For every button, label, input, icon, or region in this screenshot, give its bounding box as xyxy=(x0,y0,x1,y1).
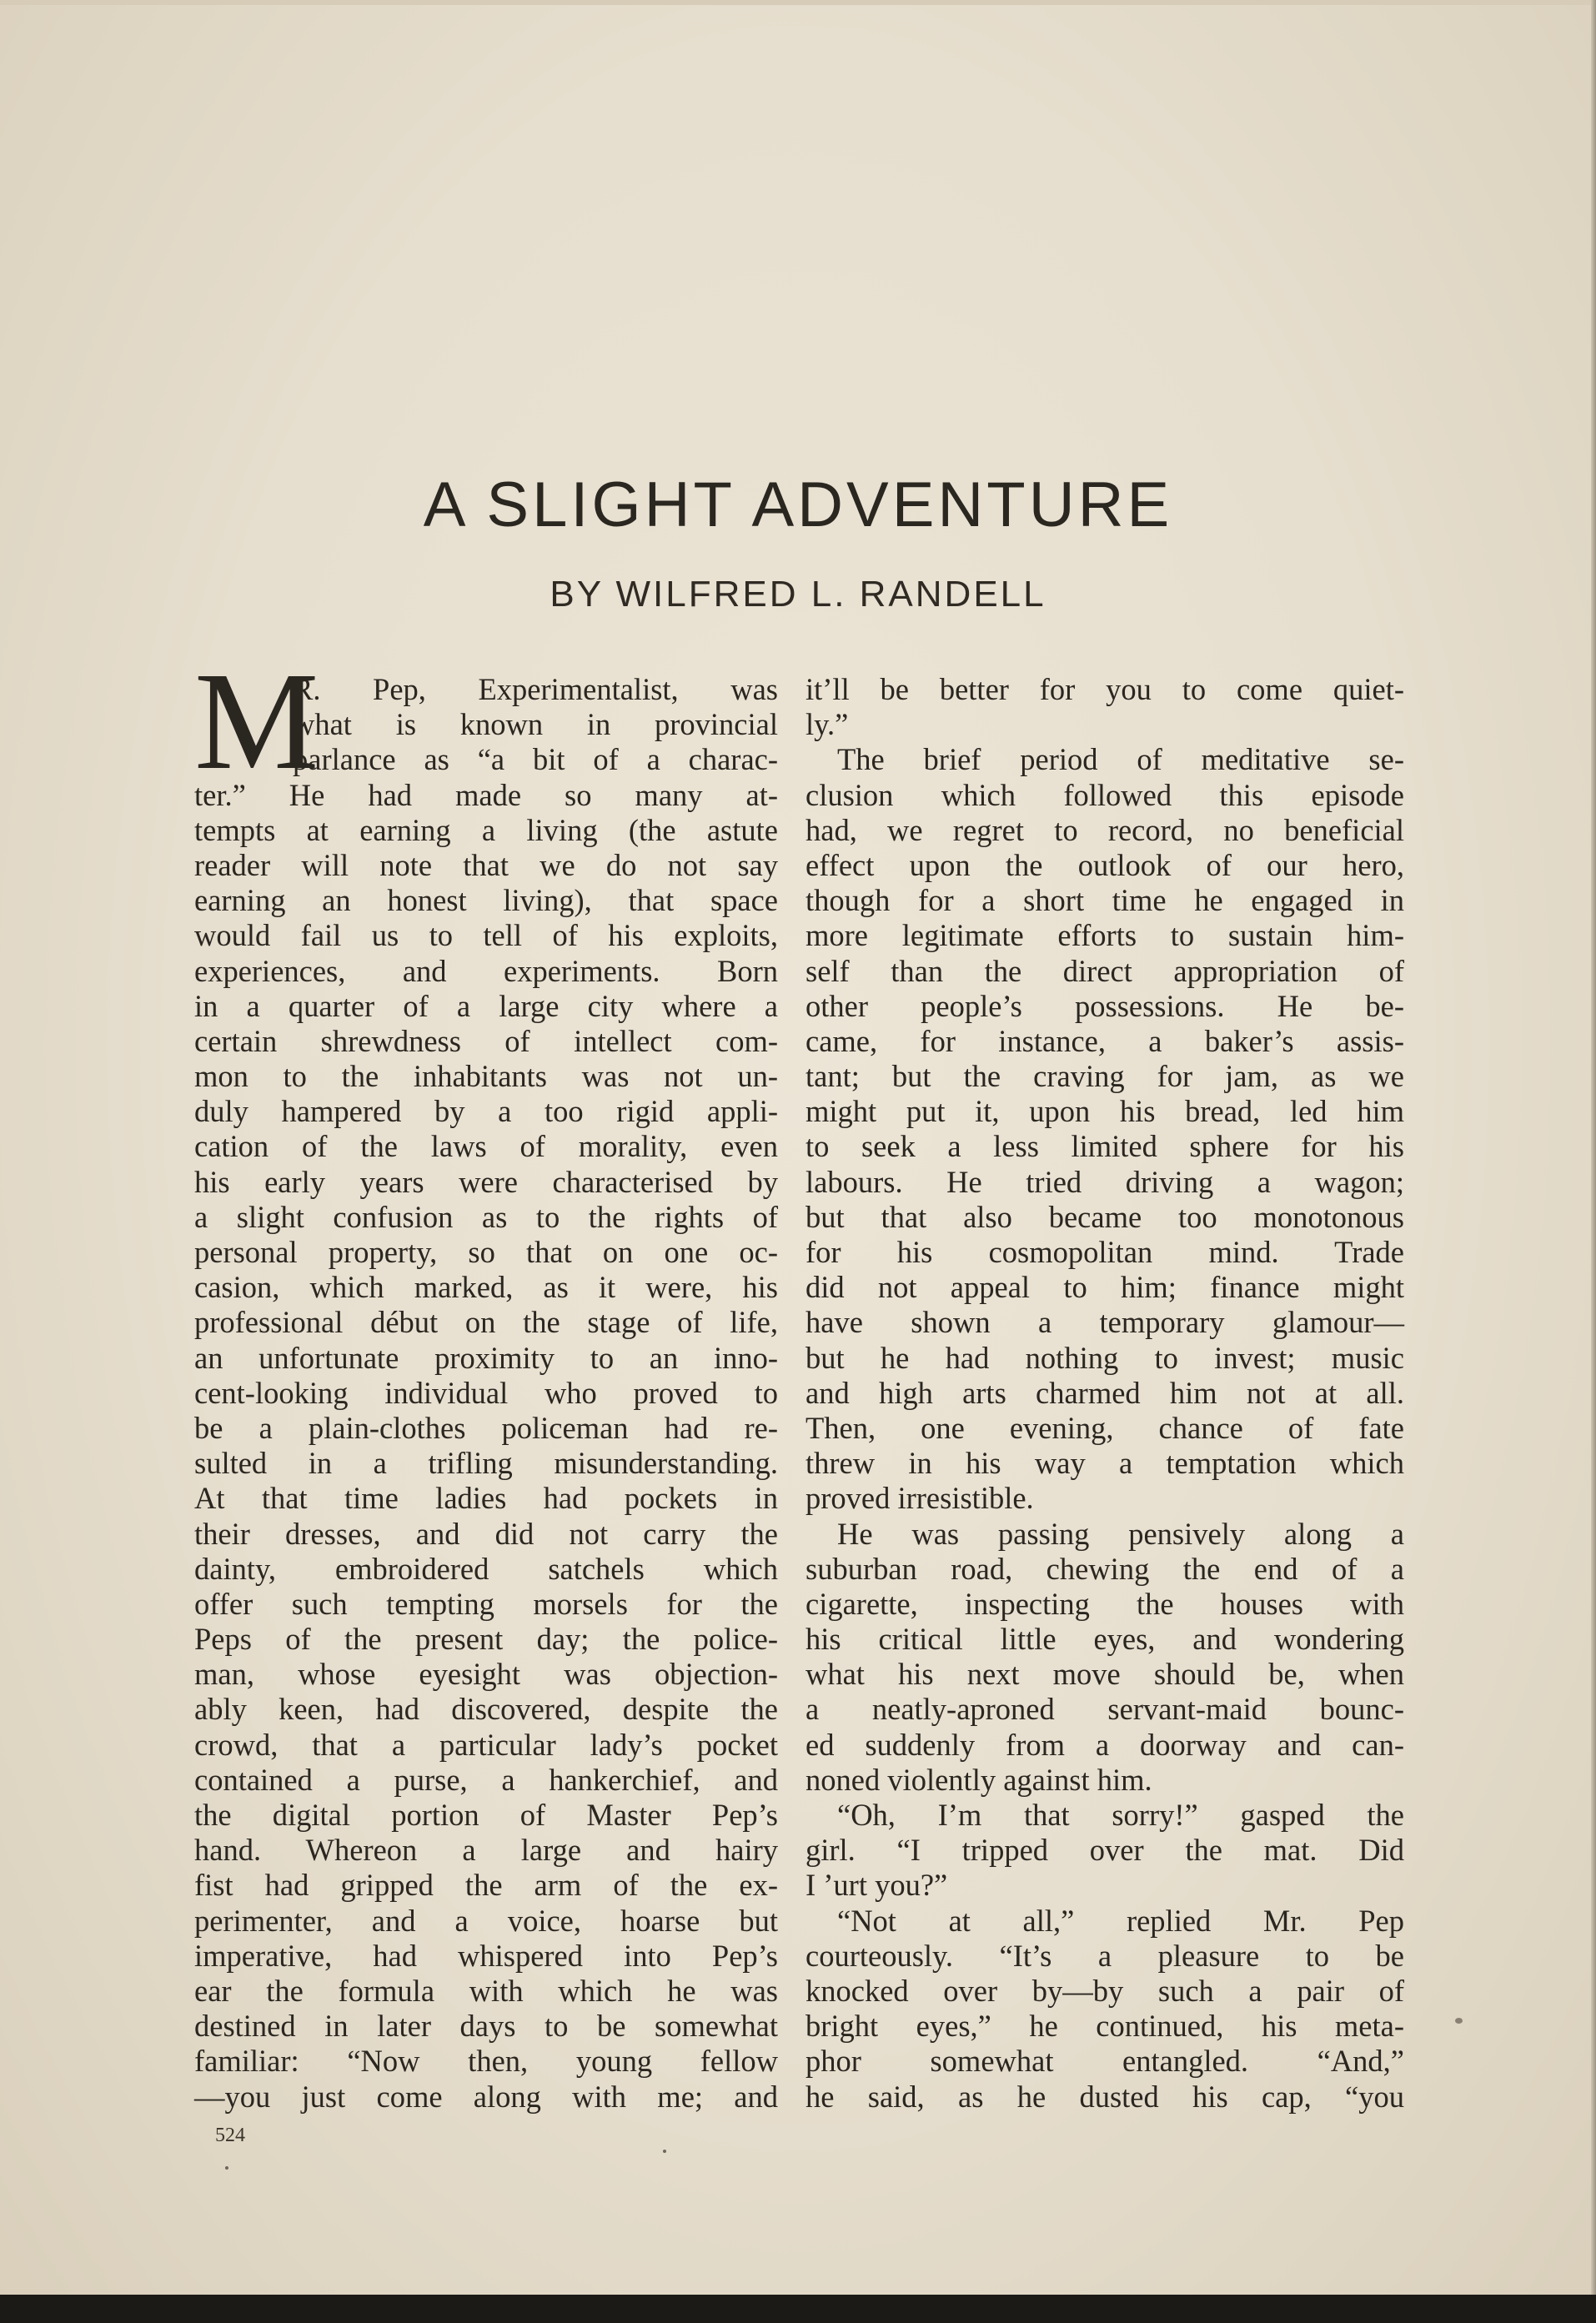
text-line: but that also became too monotonous xyxy=(806,1199,1404,1234)
text-line: a slight confusion as to the rights of xyxy=(194,1199,778,1234)
text-line: though for a short time he engaged in xyxy=(806,883,1404,918)
text-line: fist had gripped the arm of the ex- xyxy=(194,1868,778,1903)
text-line: his critical little eyes, and wondering xyxy=(806,1622,1404,1657)
paper-speck xyxy=(1455,2018,1463,2024)
text-line: tempts at earning a living (the astute xyxy=(194,812,778,847)
text-line: had, we regret to record, no beneficial xyxy=(806,812,1404,847)
text-line: man, whose eyesight was objection- xyxy=(194,1657,778,1692)
text-line: Then, one evening, chance of fate xyxy=(806,1410,1404,1445)
text-line: offer such tempting morsels for the xyxy=(194,1586,778,1621)
text-line: He was passing pensively along a xyxy=(837,1516,1404,1551)
text-line: I ’urt you?” xyxy=(806,1868,948,1903)
text-line: Peps of the present day; the police- xyxy=(194,1622,778,1657)
text-line: parlance as “a bit of a charac- xyxy=(293,742,778,777)
text-line: might put it, upon his bread, led him xyxy=(806,1094,1404,1129)
text-line: sulted in a trifling misunderstanding. xyxy=(194,1446,778,1481)
text-line: it’ll be better for you to come quiet- xyxy=(806,672,1404,706)
text-line: certain shrewdness of intellect com- xyxy=(194,1023,778,1058)
text-line: personal property, so that on one oc- xyxy=(194,1235,778,1269)
text-line: knocked over by—by such a pair of xyxy=(806,1973,1404,2008)
text-line: professional début on the stage of life, xyxy=(194,1305,778,1340)
text-line: the digital portion of Master Pep’s xyxy=(194,1798,778,1832)
text-line: clusion which followed this episode xyxy=(806,777,1404,812)
text-line: phor somewhat entangled. “And,” xyxy=(806,2044,1404,2079)
text-line: have shown a temporary glamour— xyxy=(806,1305,1404,1340)
text-line: tant; but the craving for jam, as we xyxy=(806,1059,1404,1094)
page-top-edge xyxy=(0,0,1596,5)
text-line: contained a purse, a hankerchief, and xyxy=(194,1762,778,1797)
text-line: destined in later days to be somewhat xyxy=(194,2009,778,2044)
right-column xyxy=(806,672,1404,2115)
text-line: mon to the inhabitants was not un- xyxy=(194,1059,778,1094)
text-line: an unfortunate proximity to an inno- xyxy=(194,1340,778,1375)
text-line: suburban road, chewing the end of a xyxy=(806,1551,1404,1586)
text-line: At that time ladies had pockets in xyxy=(194,1481,778,1516)
text-line: in a quarter of a large city where a xyxy=(194,988,778,1023)
text-line: earning an honest living), that space xyxy=(194,883,778,918)
text-line: “Not at all,” replied Mr. Pep xyxy=(837,1903,1404,1938)
text-line: bright eyes,” he continued, his meta- xyxy=(806,2009,1404,2044)
page-bottom-edge xyxy=(0,2295,1596,2323)
text-line: but he had nothing to invest; music xyxy=(806,1340,1404,1375)
text-line: ed suddenly from a doorway and can- xyxy=(806,1727,1404,1762)
text-line: would fail us to tell of his exploits, xyxy=(194,918,778,953)
text-line: ly.” xyxy=(806,707,849,742)
text-line: labours. He tried driving a wagon; xyxy=(806,1164,1404,1199)
text-line: girl. “I tripped over the mat. Did xyxy=(806,1833,1404,1868)
drop-cap: M xyxy=(194,644,319,799)
text-line: —you just come along with me; and xyxy=(194,2079,778,2114)
text-line: crowd, that a particular lady’s pocket xyxy=(194,1727,778,1762)
page-right-edge xyxy=(1591,0,1596,2323)
text-line: ear the formula with which he was xyxy=(194,1973,778,2008)
text-line: a neatly-aproned servant-maid bounc- xyxy=(806,1692,1404,1727)
text-line: ably keen, had discovered, despite the xyxy=(194,1692,778,1727)
text-line: what is known in provincial xyxy=(293,707,778,742)
text-line: hand. Whereon a large and hairy xyxy=(194,1833,778,1868)
text-line: duly hampered by a too rigid appli- xyxy=(194,1094,778,1129)
text-line: self than the direct appropriation of xyxy=(806,953,1404,988)
text-line: noned violently against him. xyxy=(806,1762,1152,1797)
text-line: dainty, embroidered satchels which xyxy=(194,1551,778,1586)
text-line: be a plain-clothes policeman had re- xyxy=(194,1410,778,1445)
text-line: perimenter, and a voice, hoarse but xyxy=(194,1903,778,1938)
text-line: effect upon the outlook of our hero, xyxy=(806,847,1404,882)
text-line: cigarette, inspecting the houses with xyxy=(806,1586,1404,1621)
paper-speck xyxy=(225,2166,228,2170)
text-line: what his next move should be, when xyxy=(806,1657,1404,1692)
text-line: familiar: “Now then, young fellow xyxy=(194,2044,778,2079)
text-line: “Oh, I’m that sorry!” gasped the xyxy=(837,1798,1404,1832)
text-line: his early years were characterised by xyxy=(194,1164,778,1199)
text-line: cation of the laws of morality, even xyxy=(194,1129,778,1164)
text-line: ter.” He had made so many at- xyxy=(194,777,778,812)
text-line: proved irresistible. xyxy=(806,1481,1034,1516)
left-column xyxy=(194,672,778,2115)
text-line: cent-looking individual who proved to xyxy=(194,1375,778,1410)
page-number: 524 xyxy=(215,2125,245,2146)
text-line: did not appeal to him; finance might xyxy=(806,1270,1404,1305)
text-line: courteously. “It’s a pleasure to be xyxy=(806,1938,1404,1973)
text-line: he said, as he dusted his cap, “you xyxy=(806,2079,1404,2114)
text-line: R. Pep, Experimentalist, was xyxy=(293,672,778,706)
text-line: threw in his way a temptation which xyxy=(806,1446,1404,1481)
article-byline: BY WILFRED L. RANDELL xyxy=(550,574,1046,615)
text-line: their dresses, and did not carry the xyxy=(194,1516,778,1551)
text-line: reader will note that we do not say xyxy=(194,847,778,882)
text-line: and high arts charmed him not at all. xyxy=(806,1375,1404,1410)
text-line: for his cosmopolitan mind. Trade xyxy=(806,1235,1404,1269)
paper-speck xyxy=(663,2150,666,2153)
text-line: experiences, and experiments. Born xyxy=(194,953,778,988)
article-title: A SLIGHT ADVENTURE xyxy=(423,469,1173,540)
text-line: The brief period of meditative se- xyxy=(837,742,1404,777)
text-line: casion, which marked, as it were, his xyxy=(194,1270,778,1305)
text-line: more legitimate efforts to sustain him- xyxy=(806,918,1404,953)
text-line: came, for instance, a baker’s assis- xyxy=(806,1023,1404,1058)
text-line: to seek a less limited sphere for his xyxy=(806,1129,1404,1164)
text-line: other people’s possessions. He be- xyxy=(806,988,1404,1023)
text-line: imperative, had whispered into Pep’s xyxy=(194,1938,778,1973)
